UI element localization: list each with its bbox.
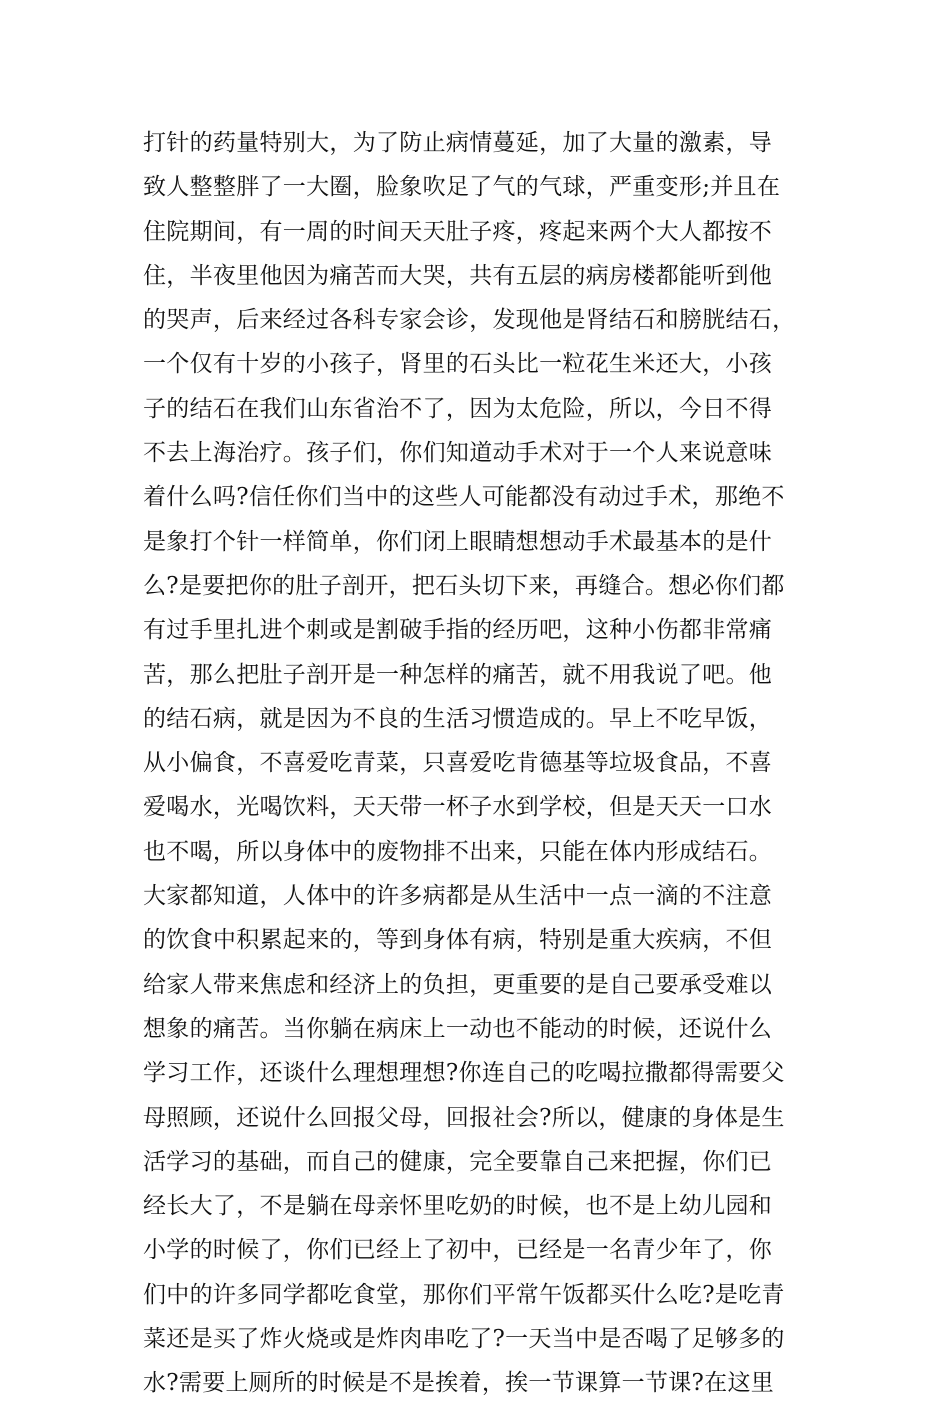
text-line: 住，半夜里他因为痛苦而大哭，共有五层的病房楼都能听到他 <box>143 262 773 289</box>
text-line: 的哭声，后来经过各科专家会诊，发现他是肾结石和膀胱结石， <box>143 307 796 334</box>
text-line: 的结石病，就是因为不良的生活习惯造成的。早上不吃早饭， <box>143 705 773 732</box>
text-line: 不去上海治疗。孩子们，你们知道动手术对于一个人来说意味 <box>143 440 773 467</box>
text-line: 水?需要上厕所的时候是不是挨着，挨一节课算一节课?在这里 <box>143 1370 775 1397</box>
text-line: 有过手里扎进个刺或是割破手指的经历吧，这种小伤都非常痛 <box>143 617 773 644</box>
text-line: 也不喝，所以身体中的废物排不出来，只能在体内形成结石。 <box>143 838 773 865</box>
text-line: 学习工作，还谈什么理想理想?你连自己的吃喝拉撒都得需要父 <box>143 1060 785 1087</box>
text-line: 的饮食中积累起来的，等到身体有病，特别是重大疾病，不但 <box>143 927 773 954</box>
text-line: 活学习的基础，而自己的健康，完全要靠自己来把握，你们已 <box>143 1148 773 1175</box>
text-line: 爱喝水，光喝饮料，天天带一杯子水到学校，但是天天一口水 <box>143 794 773 821</box>
text-line: 是象打个针一样简单，你们闭上眼睛想想动手术最基本的是什 <box>143 528 773 555</box>
text-line: 么?是要把你的肚子剖开，把石头切下来，再缝合。想必你们都 <box>143 572 785 599</box>
text-line: 给家人带来焦虑和经济上的负担，更重要的是自己要承受难以 <box>143 971 773 998</box>
text-line: 从小偏食，不喜爱吃青菜，只喜爱吃肯德基等垃圾食品，不喜 <box>143 750 773 777</box>
text-line: 子的结石在我们山东省治不了，因为太危险，所以，今日不得 <box>143 395 773 422</box>
text-line: 们中的许多同学都吃食堂，那你们平常午饭都买什么吃?是吃青 <box>143 1281 785 1308</box>
text-line: 母照顾，还说什么回报父母，回报社会?所以，健康的身体是生 <box>143 1104 785 1131</box>
text-line: 致人整整胖了一大圈，脸象吹足了气的气球，严重变形;并且在 <box>143 174 781 201</box>
text-line: 苦，那么把肚子剖开是一种怎样的痛苦，就不用我说了吧。他 <box>143 661 773 688</box>
text-line: 大家都知道，人体中的许多病都是从生活中一点一滴的不注意 <box>143 883 773 910</box>
body-text <box>143 121 823 1406</box>
text-line: 打针的药量特别大，为了防止病情蔓延，加了大量的激素，导 <box>143 130 773 156</box>
text-line: 经长大了，不是躺在母亲怀里吃奶的时候，也不是上幼儿园和 <box>143 1193 773 1220</box>
text-line: 着什么吗?信任你们当中的这些人可能都没有动过手术，那绝不 <box>143 484 785 511</box>
text-line: 菜还是买了炸火烧或是炸肉串吃了?一天当中是否喝了足够多的 <box>143 1326 785 1353</box>
text-line: 小学的时候了，你们已经上了初中，已经是一名青少年了，你 <box>143 1237 773 1264</box>
text-line: 想象的痛苦。当你躺在病床上一动也不能动的时候，还说什么 <box>143 1015 773 1042</box>
text-line: 住院期间，有一周的时间天天肚子疼，疼起来两个大人都按不 <box>143 218 773 245</box>
text-line: 一个仅有十岁的小孩子，肾里的石头比一粒花生米还大，小孩 <box>143 351 773 378</box>
